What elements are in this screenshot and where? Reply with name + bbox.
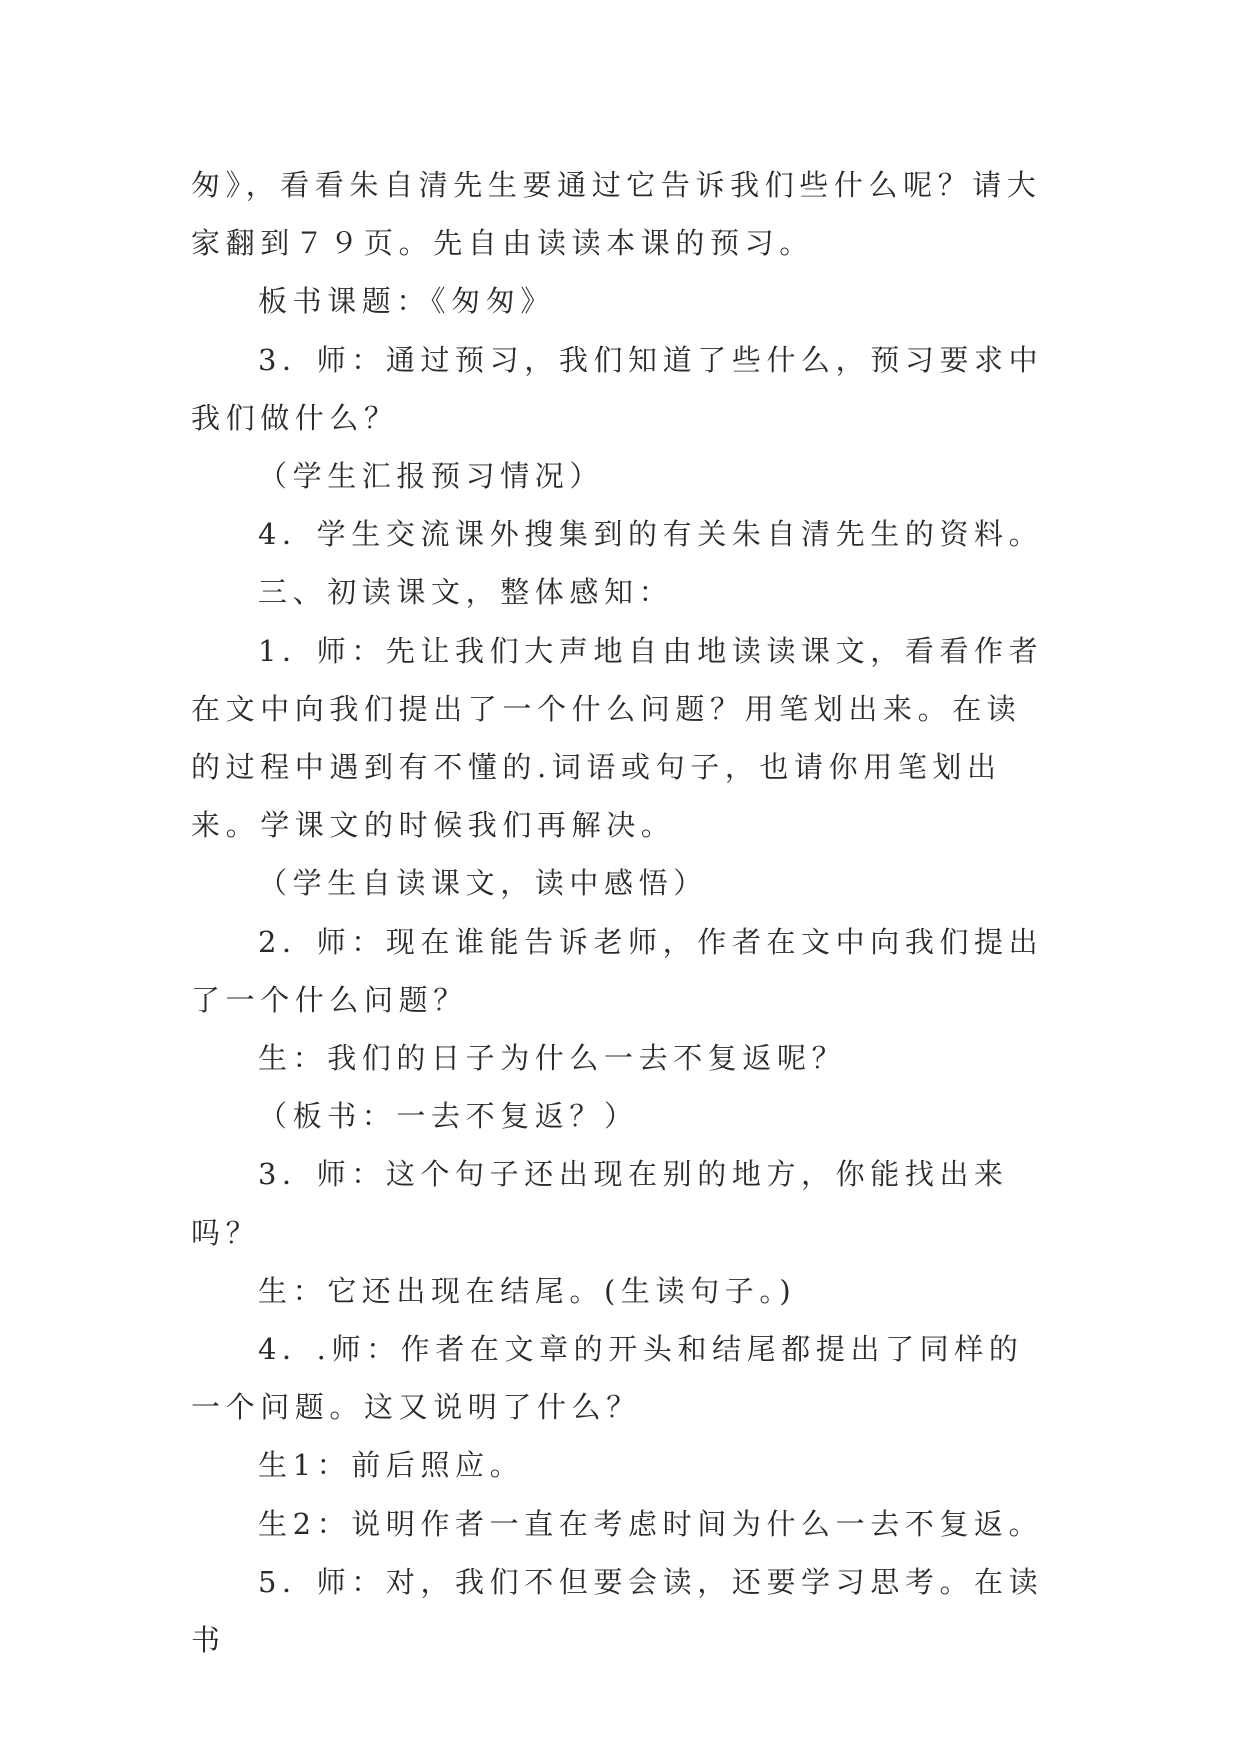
lesson-plan-text xyxy=(191,156,1051,1669)
paragraph-step-1-read: 1．师：先让我们大声地自由地读读课文，看看作者在文中向我们提出了一个什么问题？用笔划出来。在读的过程中遇到有不懂的.词语或句子，也请你用笔划出来。学课文的时候我们再解决。 xyxy=(191,633,1044,843)
paragraph-student-answer: 生：我们的日子为什么一去不复返呢？ xyxy=(258,1041,847,1076)
paragraph-student-ending: 生：它还出现在结尾。(生读句子。) xyxy=(258,1273,797,1308)
paragraph-step-2-question: 2．师：现在谁能告诉老师，作者在文中向我们提出了一个什么问题？ xyxy=(191,924,1044,1017)
paragraph-self-reading: （学生自读课文，读中感悟） xyxy=(258,866,708,901)
paragraph-student-1: 生1：前后照应。 xyxy=(258,1448,525,1483)
paragraph-student-2: 生2：说明作者一直在考虑时间为什么一去不复返。 xyxy=(258,1506,1044,1541)
paragraph-continuation: 匆》，看看朱自清先生要通过它告诉我们些什么呢？请大家翻到７９页。先自由读读本课的预习。 xyxy=(191,168,1042,261)
paragraph-board-title: 板书课题：《匆匆》 xyxy=(258,284,555,319)
paragraph-step-3-preview: 3．师：通过预习，我们知道了些什么，预习要求中我们做什么？ xyxy=(191,342,1044,435)
paragraph-step-3-sentence: 3．师：这个句子还出现在别的地方，你能找出来吗？ xyxy=(191,1157,1009,1250)
paragraph-step-4-materials: 4．学生交流课外搜集到的有关朱自清先生的资料。 xyxy=(258,517,1044,552)
paragraph-student-report: （学生汇报预习情况） xyxy=(258,459,605,494)
paragraph-step-4-meaning: 4．.师：作者在文章的开头和结尾都提出了同样的一个问题。这又说明了什么？ xyxy=(191,1332,1024,1425)
paragraph-step-5-think: 5．师：对，我们不但要会读，还要学习思考。在读书 xyxy=(191,1564,1044,1658)
section-heading-first-reading: 三、初读课文，整体感知： xyxy=(258,575,674,610)
paragraph-board-note: （板书：一去不复返？） xyxy=(258,1099,639,1134)
